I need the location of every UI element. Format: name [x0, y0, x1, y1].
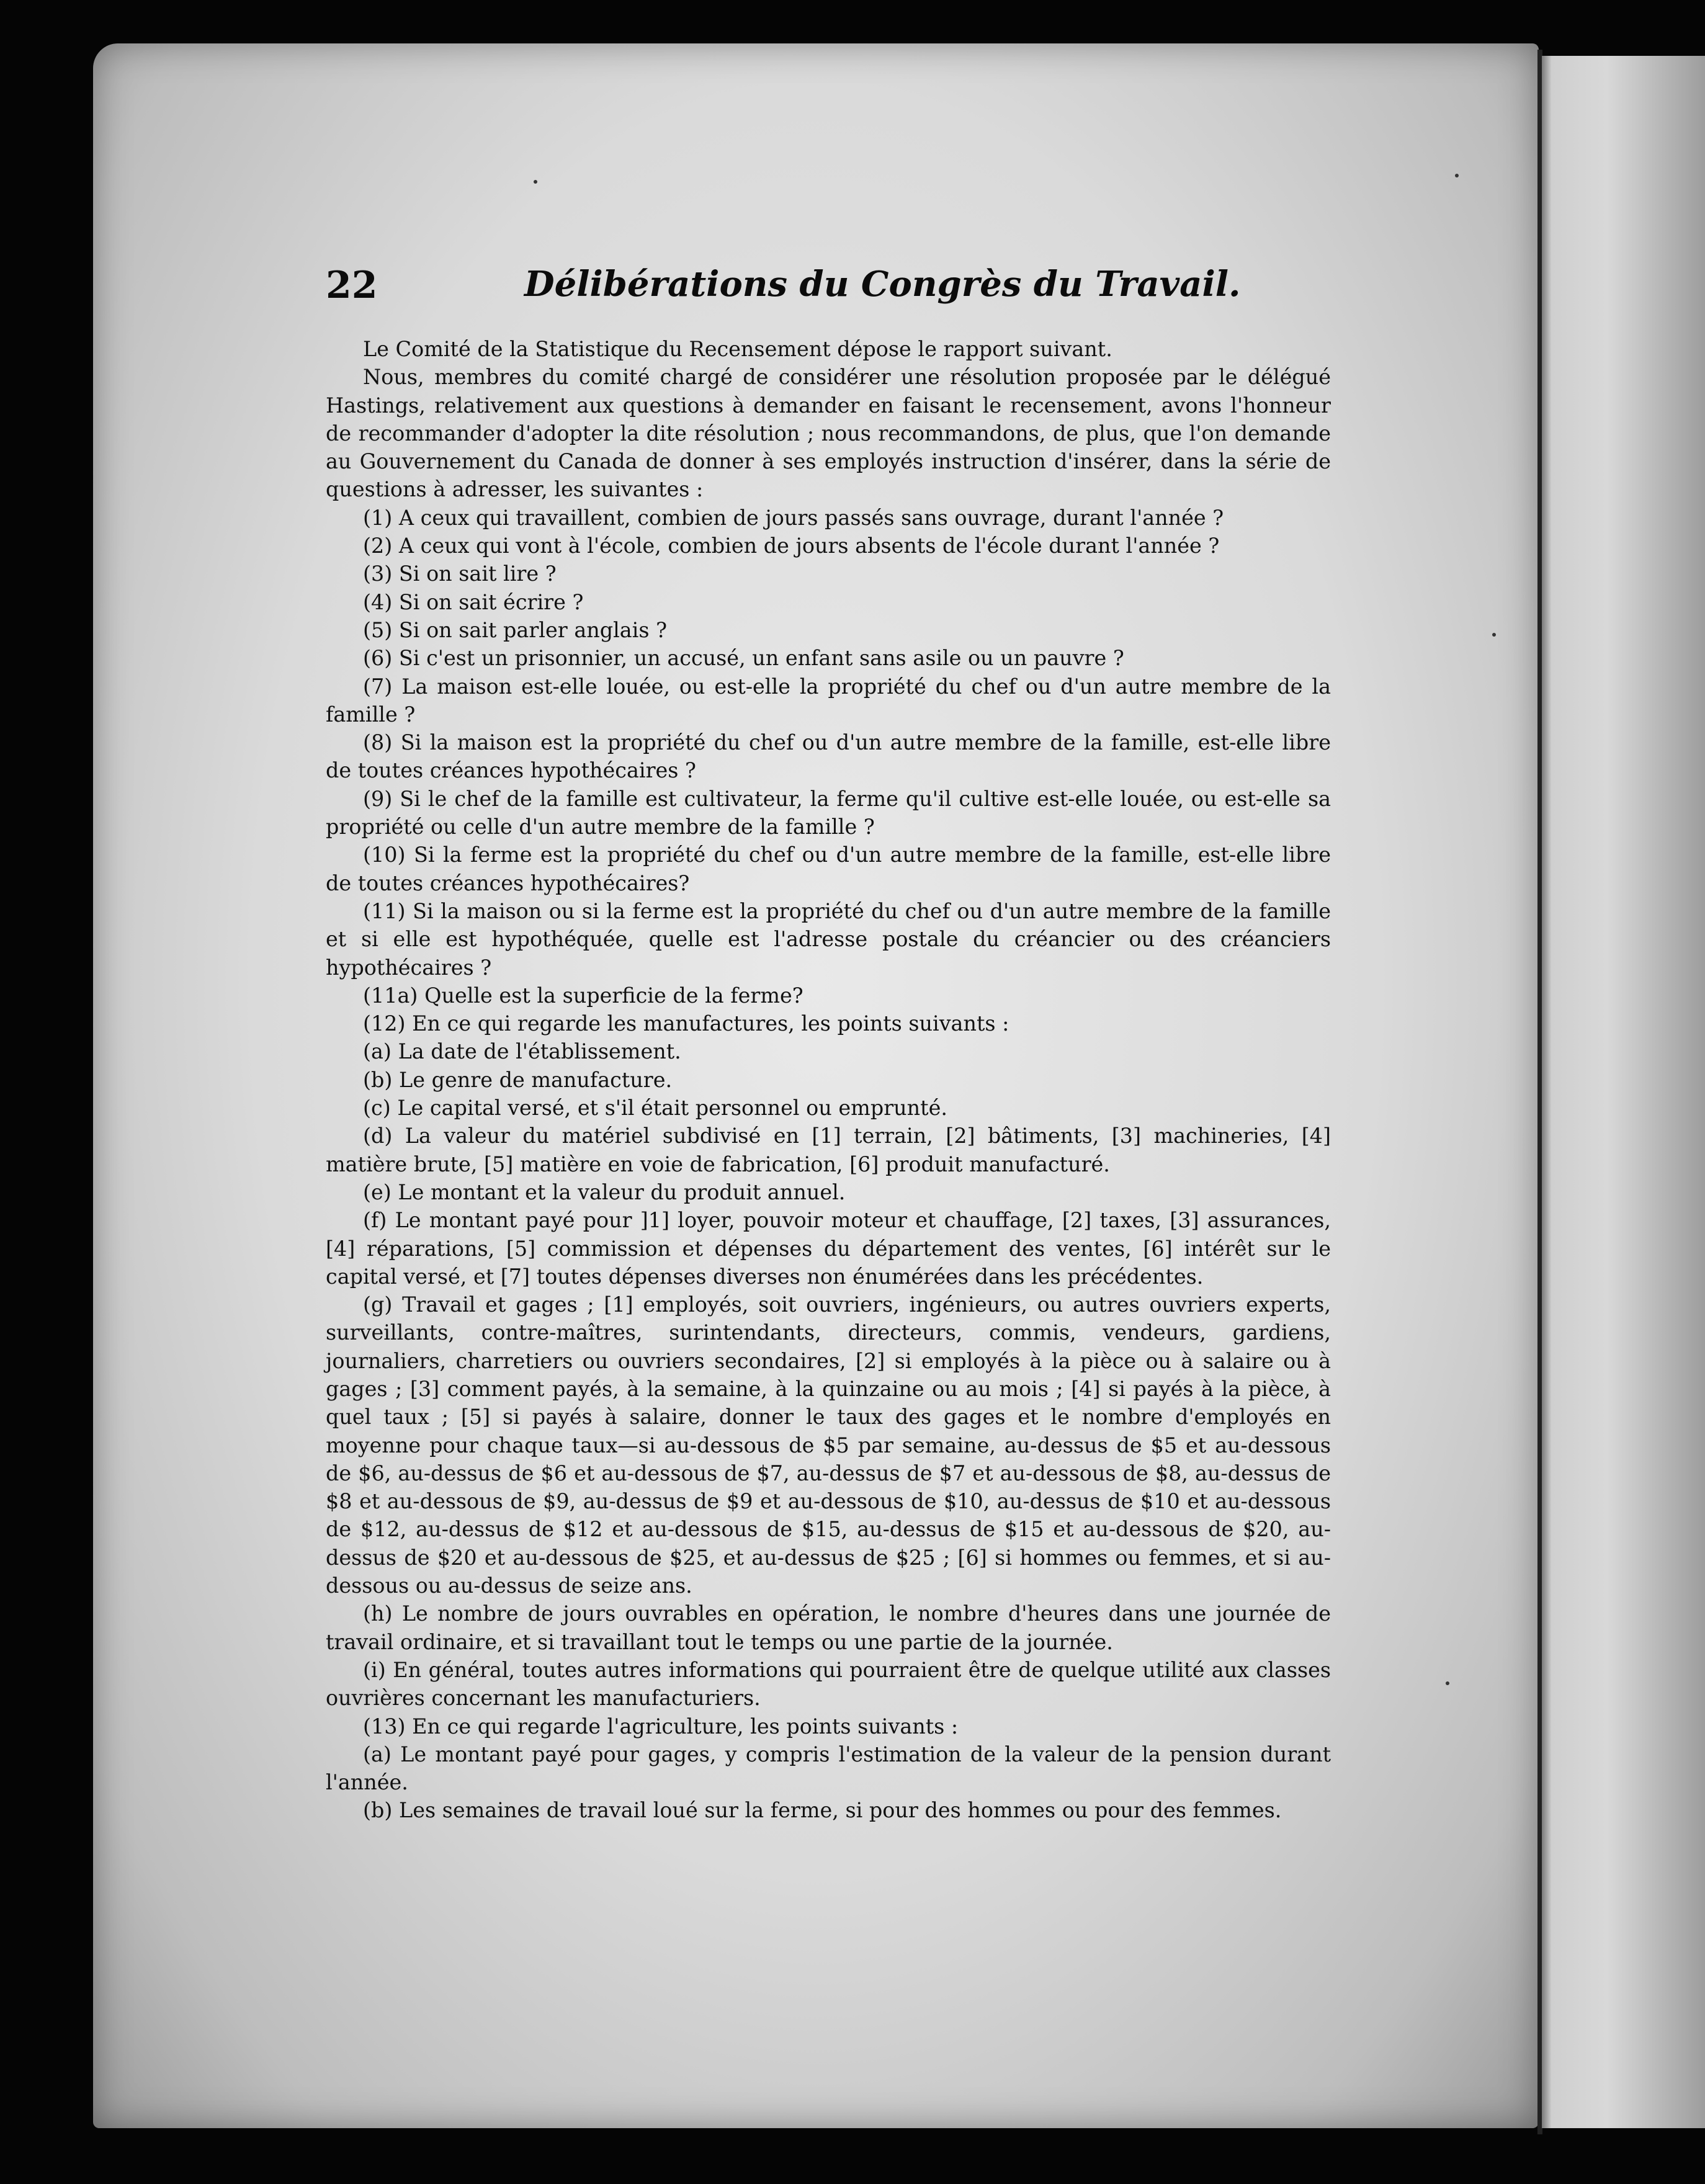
- item-12g: (g) Travail et gages ; [1] employés, soit ouvriers, ingénieurs, ou autres ouvriers experts, surveillants, contre-maîtres, surintendants, directeurs, commis, vendeurs, gardiens, journaliers, charretiers ou ouvriers secondaires, [2] si employés à la pièce ou à salaire ou à gages ; [3] comment payés, à la semaine, à la quinzaine ou au mois ; [4] si payés à la pièce, à quel taux ; [5] si payés à salaire, donner le taux des gages et le nombre d'employés en moyenne pour chaque taux—si au-dessous de $5 par semaine, au-dessus de $5 et au-dessous de $6, au-dessus de $6 et au-dessous de $7, au-dessus de $7 et au-dessous de $8, au-dessus de $8 et au-dessous de $9, au-dessus de $9 et au-dessous de $10, au-dessus de $10 et au-dessous de $12, au-dessus de $12 et au-dessous de $15, au-dessus de $15 et au-dessous de $20, au-dessus de $20 et au-dessous de $25, et au-dessus de $25 ; [6] si hommes ou femmes, et si au-dessous ou au-dessus de seize ans.: [326, 1292, 1331, 1598]
- question-12: (12) En ce qui regarde les manufactures, les points suivants :: [363, 1011, 1009, 1036]
- running-title: Délibérations du Congrès du Travail.: [524, 264, 1241, 305]
- item-13b: (b) Les semaines de travail loué sur la ferme, si pour des hommes ou pour des femmes.: [363, 1798, 1282, 1823]
- item-13a: (a) Le montant payé pour gages, y compris l'estimation de la valeur de la pension durant l'année.: [326, 1742, 1331, 1795]
- question-4: (4) Si on sait écrire ?: [363, 589, 584, 614]
- question-13: (13) En ce qui regarde l'agriculture, les points suivants :: [363, 1714, 959, 1739]
- adjacent-page-edge: [1542, 56, 1705, 2128]
- question-10: (10) Si la ferme est la propriété du chef ou d'un autre membre de la famille, est-elle libre de toutes créances hypothécaires?: [326, 843, 1331, 895]
- question-8: (8) Si la maison est la propriété du chef ou d'un autre membre de la famille, est-elle libre de toutes créances hypothécaires ?: [326, 730, 1331, 783]
- scan-speck: [1492, 633, 1496, 637]
- paragraph-committee-report: Le Comité de la Statistique du Recensement dépose le rapport suivant.: [363, 337, 1112, 361]
- question-7: (7) La maison est-elle louée, ou est-elle la propriété du chef ou d'un autre membre de la famille ?: [326, 674, 1331, 727]
- page-header: [326, 264, 1356, 320]
- item-12i: (i) En général, toutes autres informations qui pourraient être de quelque utilité aux classes ouvrières concernant les manufacturiers.: [326, 1657, 1331, 1711]
- question-11a: (11a) Quelle est la superficie de la ferme?: [363, 983, 803, 1008]
- document-body: [326, 335, 1331, 1825]
- item-12f: (f) Le montant payé pour ]1] loyer, pouvoir moteur et chauffage, [2] taxes, [3] assurances, [4] réparations, [5] commission et dépenses du département des ventes, [6] intérêt sur le capital versé, et [7] toutes dépenses diverses non énumérées dans les précédentes.: [326, 1208, 1331, 1289]
- question-2: (2) A ceux qui vont à l'école, combien de jours absents de l'école durant l'année ?: [363, 534, 1220, 558]
- question-11: (11) Si la maison ou si la ferme est la propriété du chef ou d'un autre membre de la famille et si elle est hypothéquée, quelle est l'adresse postale du créancier ou des créanciers hypothécaires ?: [326, 898, 1331, 980]
- question-3: (3) Si on sait lire ?: [363, 562, 557, 586]
- scan-speck: [1446, 1681, 1449, 1685]
- item-12h: (h) Le nombre de jours ouvrables en opération, le nombre d'heures dans une journée de travail ordinaire, et si travaillant tout le temps ou une partie de la journée.: [326, 1601, 1331, 1654]
- question-1: (1) A ceux qui travaillent, combien de jours passés sans ouvrage, durant l'année ?: [363, 505, 1224, 530]
- page-number: 22: [326, 264, 378, 307]
- scan-speck: [1455, 174, 1459, 177]
- question-6: (6) Si c'est un prisonnier, un accusé, un enfant sans asile ou un pauvre ?: [363, 646, 1124, 671]
- item-12b: (b) Le genre de manufacture.: [363, 1067, 673, 1092]
- item-12c: (c) Le capital versé, et s'il était personnel ou emprunté.: [363, 1096, 947, 1121]
- item-12a: (a) La date de l'établissement.: [363, 1039, 681, 1064]
- item-12e: (e) Le montant et la valeur du produit annuel.: [363, 1179, 846, 1204]
- question-9: (9) Si le chef de la famille est cultivateur, la ferme qu'il cultive est-elle louée, ou est-elle sa propriété ou celle d'un autre membre de la famille ?: [326, 786, 1331, 839]
- item-12d: (d) La valeur du matériel subdivisé en [1] terrain, [2] bâtiments, [3] machineries, [4] matière brute, [5] matière en voie de fabrication, [6] produit manufacturé.: [326, 1124, 1331, 1176]
- paragraph-resolution: Nous, membres du comité chargé de considérer une résolution proposée par le délégué Hastings, relativement aux questions à demander en faisant le recensement, avons l'honneur de recommander d'adopter la dite résolution ; nous recommandons, de plus, que l'on demande au Gouvernement du Canada de donner à ses employés instruction d'insérer, dans la série de questions à adresser, les suivantes :: [326, 365, 1331, 502]
- question-5: (5) Si on sait parler anglais ?: [363, 617, 668, 642]
- scan-speck: [534, 180, 537, 184]
